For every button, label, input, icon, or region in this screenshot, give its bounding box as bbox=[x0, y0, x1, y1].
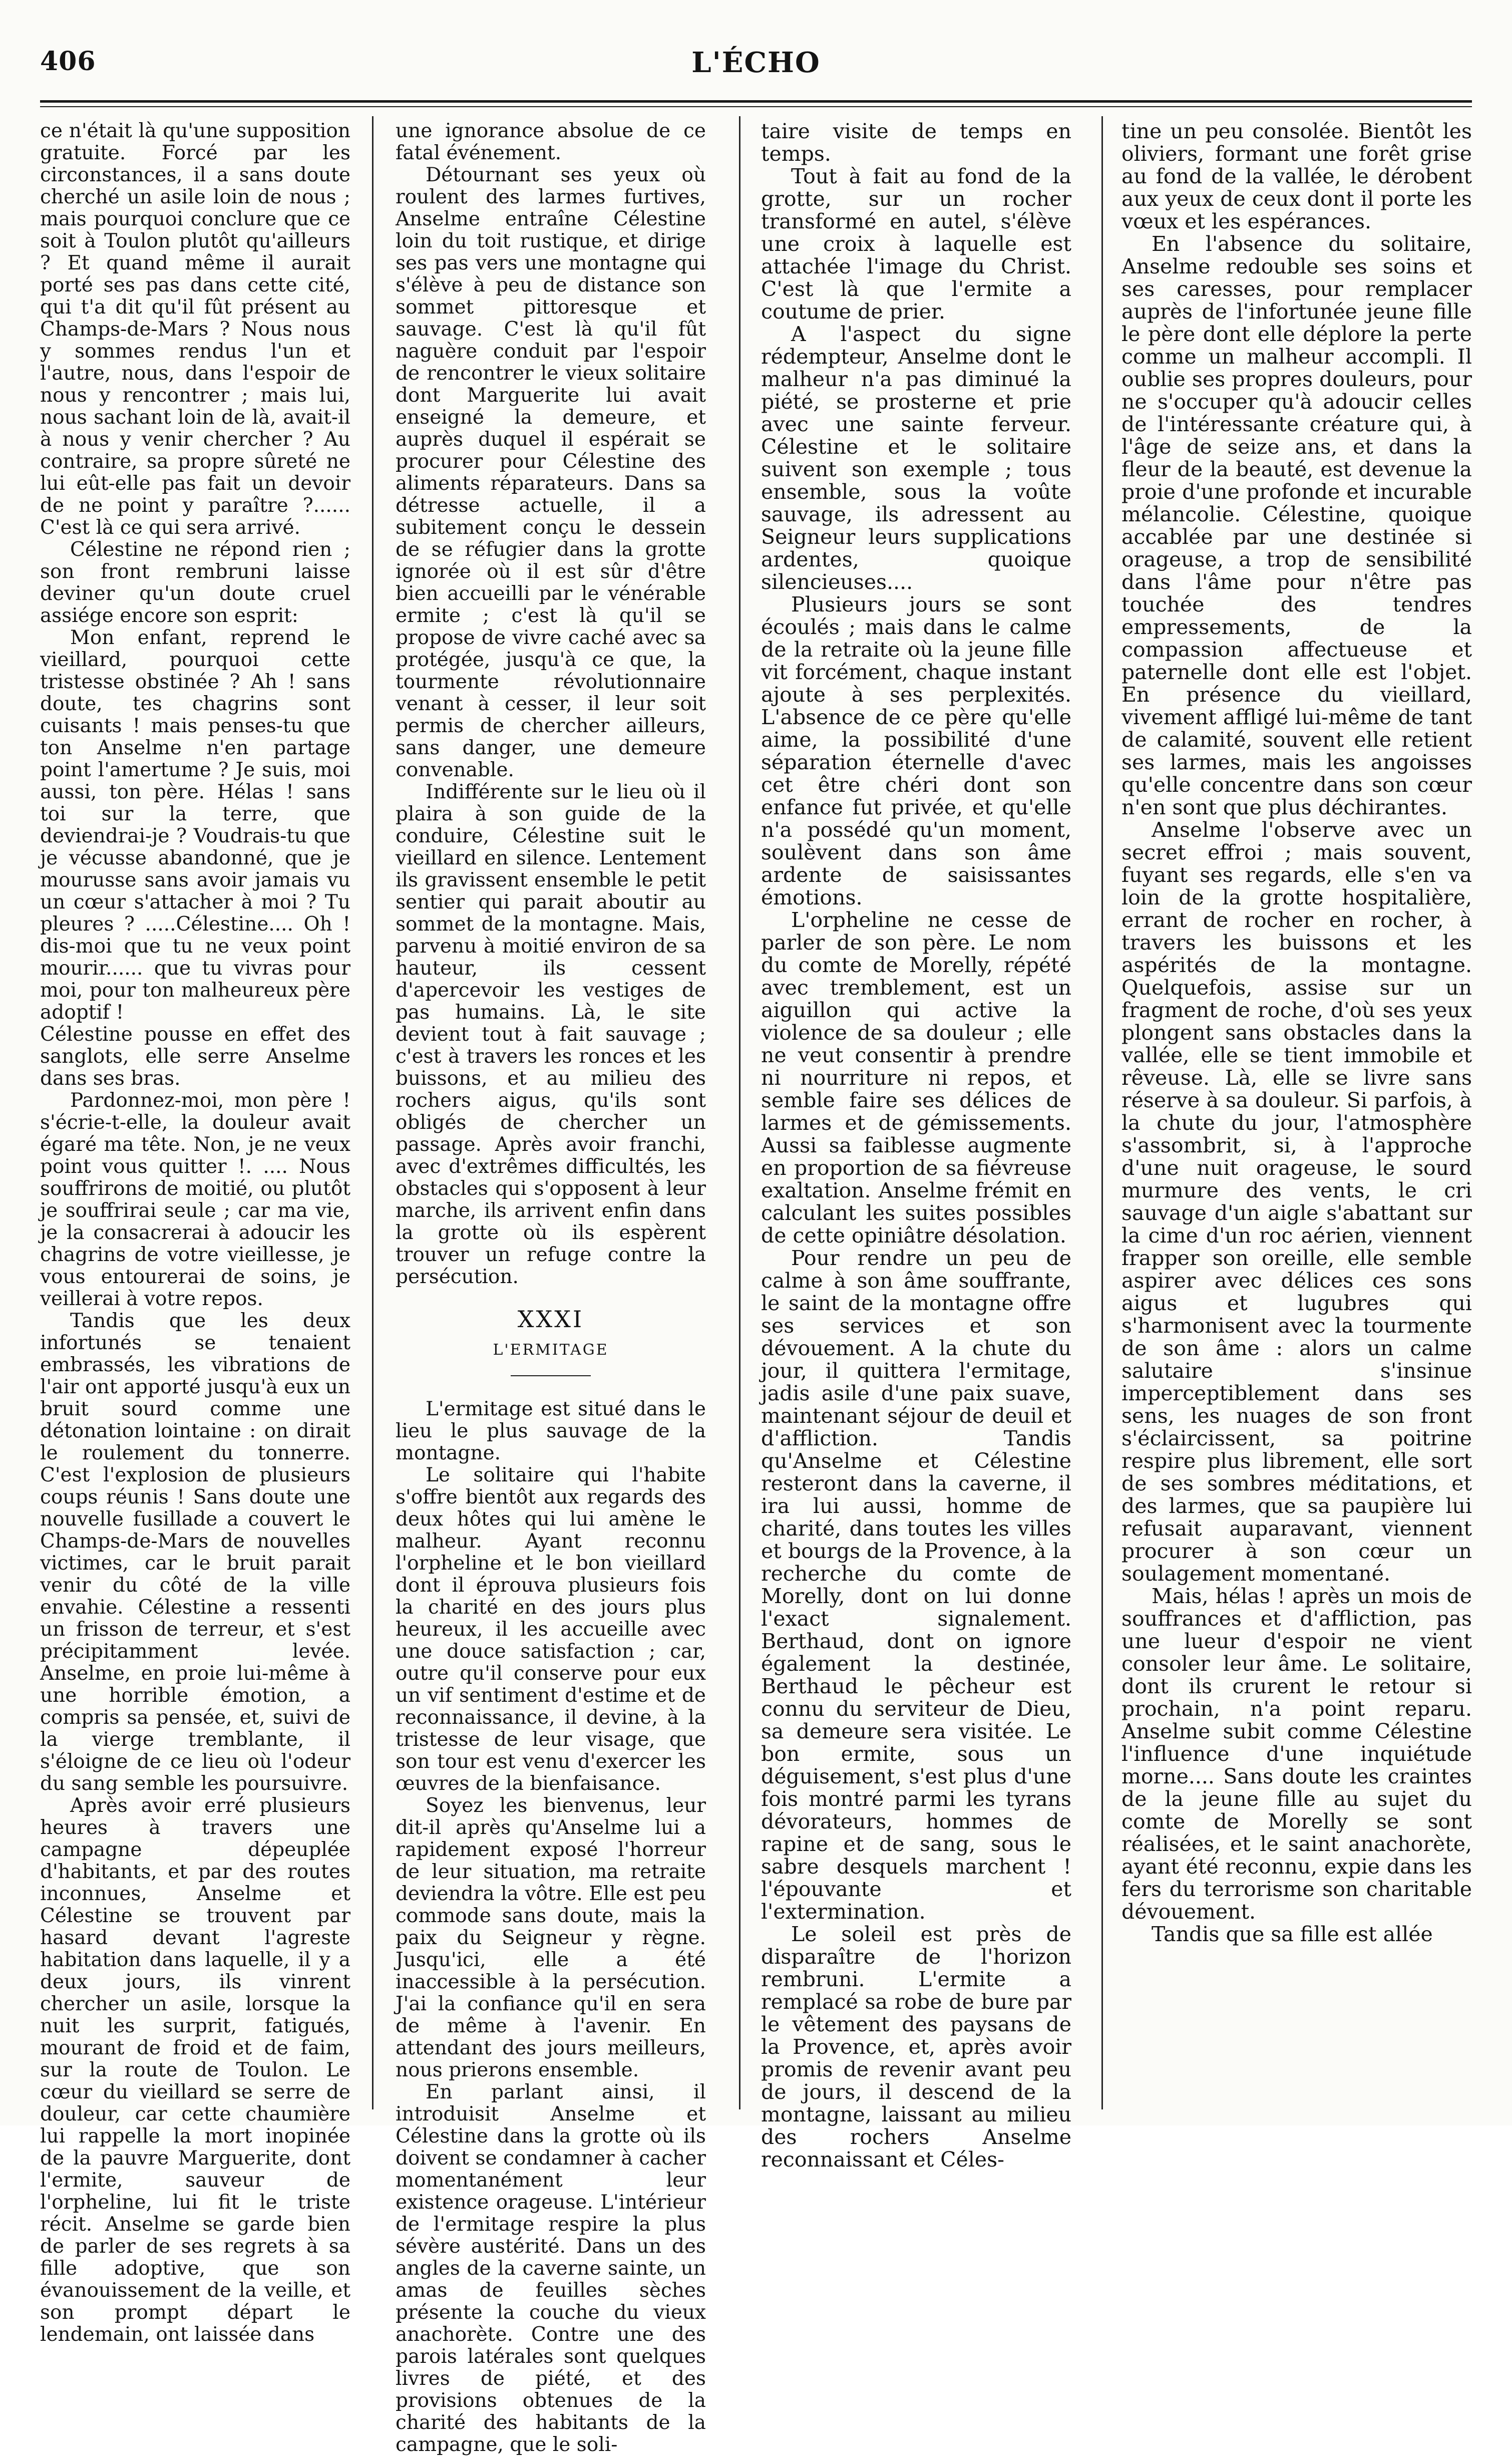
header-rule bbox=[40, 100, 1472, 103]
article-paragraph: Tandis que les deux infortunés se tenaient embrassés, les vibrations de l'air ont apporté jusqu'à eux un bruit sourd comme une détonation lointaine : on dirait le roulement du tonnerre. C'est l'explosion de plusieurs coups réunis ! Sans doute une nouvelle fusillade a couvert le Champs-de-Mars de nouvelles victimes, car le bruit parait venir du côté de la ville envahie. Célestine a ressenti un frisson de terreur, et s'est précipitamment levée. Anselme, en proie lui-même à une horrible émotion, a compris sa pensée, et, suivi de la vierge tremblante, il s'éloigne de ce lieu où l'odeur du sang semble les poursuivre. bbox=[40, 1310, 350, 1795]
article-paragraph: En l'absence du solitaire, Anselme redouble ses soins et ses caresses, pour remplacer auprès de l'infortunée jeune fille le père dont elle déplore la perte comme un malheur accompli. Il oublie ses propres douleurs, pour ne s'occuper qu'à adoucir celles de l'intéressante créature qui, à l'âge de seize ans, et dans la fleur de la beauté, est devenue la proie d'une profonde et incurable mélancolie. Célestine, quoique accablée par une destinée si orageuse, a trop de sensibilité dans l'âme pour n'être pas touchée des tendres empressements, de la compassion affectueuse et paternelle dont elle est l'objet. En présence du vieillard, vivement affligé lui-même de tant de calamité, souvent elle retient ses larmes, mais les angoisses qu'elle concentre dans son cœur n'en sont que plus déchirantes. bbox=[1121, 232, 1472, 819]
text-column-1 bbox=[40, 120, 350, 2346]
article-paragraph: taire visite de temps en temps. bbox=[761, 119, 1071, 166]
column-2-top-paragraphs bbox=[396, 120, 706, 1288]
article-paragraph: Plusieurs jours se sont écoulés ; mais dans le calme de la retraite où la jeune fille vit forcément, chaque instant ajoute à ses perplexités. L'absence de ce père qu'elle aime, la possibilité d'une séparation éternelle d'avec cet être chéri dont son enfance fut privée, et qu'elle n'a possédé qu'un moment, soulèvent dans son âme ardente de saisissantes émotions. bbox=[761, 592, 1071, 909]
column-divider bbox=[372, 116, 373, 2109]
article-paragraph: Tandis que sa fille est allée bbox=[1152, 1922, 1433, 1946]
article-paragraph: L'orpheline ne cesse de parler de son père. Le nom du comte de Morelly, répété avec tremblement, est un aiguillon qui active la violence de sa douleur ; elle ne veut consentir à prendre ni nourriture ni repos, et semble faire ses délices de larmes et de gémissements. Aussi sa faiblesse augmente en proportion de sa fiévreuse exaltation. Anselme frémit en calculant les suites possibles de cette opiniâtre désolation. bbox=[761, 908, 1071, 1248]
page-number: 406 bbox=[40, 46, 96, 77]
column-divider bbox=[739, 116, 740, 2109]
article-paragraph: Pardonnez-moi, mon père ! s'écrie-t-elle, la douleur avait égaré ma tête. Non, je ne veux point vous quitter !. .... Nous souffrirons de moitié, ou plutôt je souffrirai seule ; car ma vie, je la consacrerai à adoucir les chagrins de votre vieillesse, je vous entourerai de soins, je veillerai à votre repos. bbox=[40, 1089, 350, 1310]
article-paragraph: A l'aspect du signe rédempteur, Anselme dont le malheur n'a pas diminué la piété, se prosterne et prie avec une sainte ferveur. Célestine et le solitaire suivent son exemple ; tous ensemble, sous la voûte sauvage, ils adressent au Seigneur leurs supplications ardentes, quoique silencieuses.... bbox=[761, 322, 1071, 594]
column-4-paragraphs bbox=[1121, 120, 1472, 1946]
article-paragraph: L'ermitage est situé dans le lieu le plus sauvage de la montagne. bbox=[396, 1398, 706, 1464]
article-paragraph: tine un peu consolée. Bientôt les oliviers, formant une forêt grise au fond de la vallée, le dérobent aux yeux de ceux dont il porte les vœux et les espérances. bbox=[1121, 119, 1472, 233]
article-paragraph: Mon enfant, reprend le vieillard, pourquoi cette tristesse obstinée ? Ah ! sans doute, tes chagrins sont cuisants ! mais penses-tu que ton Anselme n'en partage point l'amertume ? Je suis, moi aussi, ton père. Hélas ! sans toi sur la terre, que deviendrai-je ? Voudrais-tu que je vécusse abandonné, que je mourusse sans avoir jamais vu un cœur s'attacher à moi ? Tu pleures ? .....Célestine.... Oh ! dis-moi que tu ne veux point mourir...... que tu vivras pour moi, pour ton malheureux père adoptif ! bbox=[40, 627, 350, 1024]
article-paragraph: En parlant ainsi, il introduisit Anselme et Célestine dans la grotte où ils doivent se condamner à cacher momentanément leur existence orageuse. L'intérieur de l'ermitage respire la plus sévère austérité. Dans un des angles de la caverne sainte, un amas de feuilles sèches présente la couche du vieux anachorète. Contre une des parois latérales sont quelques livres de piété, et des provisions obtenues de la charité des habitants de la campagne, que le soli- bbox=[396, 2081, 706, 2456]
article-paragraph: Tout à fait au fond de la grotte, sur un rocher transformé en autel, s'élève une croix à laquelle est attachée l'image du Christ. C'est là que l'ermite a coutume de prier. bbox=[761, 164, 1071, 324]
column-2-bottom-paragraphs bbox=[396, 1398, 706, 2456]
article-paragraph: une ignorance absolue de ce fatal événement. bbox=[396, 120, 706, 164]
article-paragraph: Indifférente sur le lieu où il plaira à son guide de la conduire, Célestine suit le vieillard en silence. Lentement ils gravissent ensemble le petit sentier qui parait aboutir au sommet de la montagne. Mais, parvenu à moitié environ de sa hauteur, ils cessent d'apercevoir les vestiges de pas humains. Là, le site devient tout à fait sauvage ; c'est à travers les ronces et les buissons, et au milieu des rochers aigus, qu'ils sont obligés de chercher un passage. Après avoir franchi, avec d'extrêmes difficultés, les obstacles qui s'opposent à leur marche, ils arrivent enfin dans la grotte où ils espèrent trouver un refuge contre la persécution. bbox=[396, 781, 706, 1288]
article-paragraph: Soyez les bienvenus, leur dit-il après qu'Anselme lui a rapidement exposé l'horreur de leur situation, ma retraite deviendra la vôtre. Elle est peu commode sans doute, mais la paix du Seigneur y règne. Jusqu'ici, elle a été inaccessible à la persécution. J'ai la confiance qu'il en sera de même à l'avenir. En attendant des jours meilleurs, nous prierons ensemble. bbox=[396, 1794, 706, 2081]
article-paragraph: Le solitaire qui l'habite s'offre bientôt aux regards des deux hôtes qui lui amène le malheur. Ayant reconnu l'orpheline et le bon vieillard dont il éprouva plusieurs fois la charité en des jours plus heureux, il les accueille avec une douce satisfaction ; car, outre qu'il conserve pour eux un vif sentiment d'estime et de reconnaissance, il devine, à la tristesse de leur visage, que son tour est venu d'exercer les œuvres de la bienfaisance. bbox=[396, 1464, 706, 1795]
article-paragraph: ce n'était là qu'une supposition gratuite. Forcé par les circonstances, il a sans doute cherché un asile loin de nous ; mais pourquoi conclure que ce soit à Toulon plutôt qu'ailleurs ? Et quand même il aurait porté ses pas dans cette cité, qui t'a dit qu'il fût présent au Champs-de-Mars ? Nous nous y sommes rendus l'un et l'autre, nous, dans l'espoir de nous y rencontrer ; mais lui, nous sachant loin de là, avait-il à nous y venir chercher ? Au contraire, sa propre sûreté ne lui eût-elle pas fait un devoir de ne point y paraître ?...... C'est là ce qui sera arrivé. bbox=[40, 120, 350, 539]
text-column-2 bbox=[396, 120, 706, 2456]
article-paragraph: Après avoir erré plusieurs heures à travers une campagne dépeuplée d'habitants, et par des routes inconnues, Anselme et Célestine se trouvent par hasard devant l'agreste habitation dans laquelle, il y a deux jours, ils vinrent chercher un asile, lorsque la nuit les surprit, fatigués, mourant de froid et de faim, sur la route de Toulon. Le cœur du vieillard se serre de douleur, car cette chaumière lui rappelle la mort inopinée de la pauvre Marguerite, dont l'ermite, sauveur de l'orpheline, lui fit le triste récit. Anselme se garde bien de parler de ses regrets à sa fille adoptive, que son évanouissement de la veille, et son prompt départ le lendemain, ont laissée dans bbox=[40, 1794, 350, 2346]
article-paragraph: Le soleil est près de disparaître de l'horizon rembruni. L'ermite a remplacé sa robe de bure par le vêtement des paysans de la Provence, et, après avoir promis de revenir avant peu de jours, il descend de la montagne, laissant au milieu des rochers Anselme reconnaissant et Céles- bbox=[761, 1922, 1071, 2172]
column-divider bbox=[1101, 116, 1103, 2109]
article-paragraph: Détournant ses yeux où roulent des larmes furtives, Anselme entraîne Célestine loin du toit rustique, et dirige ses pas vers une montagne qui s'élève à peu de distance son sommet pittoresque et sauvage. C'est là qu'il fût naguère conduit par l'espoir de rencontrer le vieux solitaire dont Marguerite lui avait enseigné la demeure, et auprès duquel il espérait se procurer pour Célestine des aliments réparateurs. Dans sa détresse actuelle, il a subitement conçu le dessein de se réfugier dans la grotte ignorée où il est sûr d'être bien accueilli par le vénérable ermite ; c'est là qu'il se propose de vivre caché avec sa protégée, jusqu'à ce que, la tourmente révolutionnaire venant à cesser, il leur soit permis de chercher ailleurs, sans danger, une demeure convenable. bbox=[396, 164, 706, 781]
column-3-paragraphs bbox=[761, 120, 1071, 2171]
journal-title: L'ÉCHO bbox=[691, 46, 821, 79]
column-1-paragraphs bbox=[40, 120, 350, 2346]
header-rule-thin bbox=[40, 106, 1472, 107]
article-paragraph: Célestine ne répond rien ; son front rembruni laisse deviner qu'un doute cruel assiége encore son esprit: bbox=[40, 538, 350, 627]
text-column-3 bbox=[761, 119, 1071, 2172]
text-column-4 bbox=[1121, 120, 1472, 2103]
article-paragraph: Anselme l'observe avec un secret effroi ; mais souvent, fuyant ses regards, elle s'en va loin de la grotte hospitalière, errant de rocher en rocher, à travers les buissons et les aspérités de la montagne. Quelquefois, assise sur un fragment de roche, d'où ses yeux plongent sans obstacles dans la vallée, elle se tient immobile et rêveuse. Là, elle se livre sans réserve à sa douleur. Si parfois, à la chute du jour, l'atmosphère s'assombrit, si, à l'approche d'une nuit orageuse, le sourd murmure des vents, le cri sauvage d'un aigle s'abattant sur la cime d'un roc aérien, viennent frapper son oreille, elle semble aspirer avec délices ces sons aigus et lugubres qui s'harmonisent avec la tourmente de son âme : alors un calme salutaire s'insinue imperceptiblement dans ses sens, les nuages de son front s'éclaircissent, sa poitrine respire plus librement, elle sort de ses sombres méditations, et des larmes, que sa paupière lui refusait auparavant, viennent procurer à son cœur un soulagement momentané. bbox=[1121, 818, 1472, 1586]
chapter-title: L'ERMITAGE bbox=[493, 1341, 609, 1359]
chapter-rule bbox=[511, 1375, 591, 1376]
page-header bbox=[40, 46, 1472, 81]
article-paragraph: Mais, hélas ! après un mois de souffrances et d'affliction, pas une lueur d'espoir ne vient consoler leur âme. Le solitaire, dont ils crurent le retour si prochain, n'a point reparu. Anselme subit comme Célestine l'influence d'une inquiétude morne.... Sans doute les craintes de la jeune fille au sujet du comte de Morelly se sont réalisées, et le saint anachorète, ayant été reconnu, expie dans les fers du terrorisme son charitable dévouement. bbox=[1121, 1584, 1472, 1924]
article-paragraph: Célestine pousse en effet des sanglots, elle serre Anselme dans ses bras. bbox=[40, 1023, 350, 1090]
article-paragraph: Pour rendre un peu de calme à son âme souffrante, le saint de la montagne offre ses services et son dévouement. A la chute du jour, il quittera l'ermitage, jadis asile d'une paix suave, maintenant séjour de deuil et d'affliction. Tandis qu'Anselme et Célestine resteront dans la caverne, il ira lui aussi, homme de charité, dans toutes les villes et bourgs de la Provence, à la recherche du comte de Morelly, dont on lui donne l'exact signalement. Berthaud, dont on ignore également la destinée, Berthaud le pêcheur est connu du serviteur de Dieu, sa demeure sera visitée. Le bon ermite, sous un déguisement, s'est plus d'une fois montré parmi les tyrans dévorateurs, hommes de rapine et de sang, sous le sabre desquels marchent ! l'épouvante et l'extermination. bbox=[761, 1246, 1071, 1924]
chapter-number: XXXI bbox=[517, 1306, 584, 1333]
